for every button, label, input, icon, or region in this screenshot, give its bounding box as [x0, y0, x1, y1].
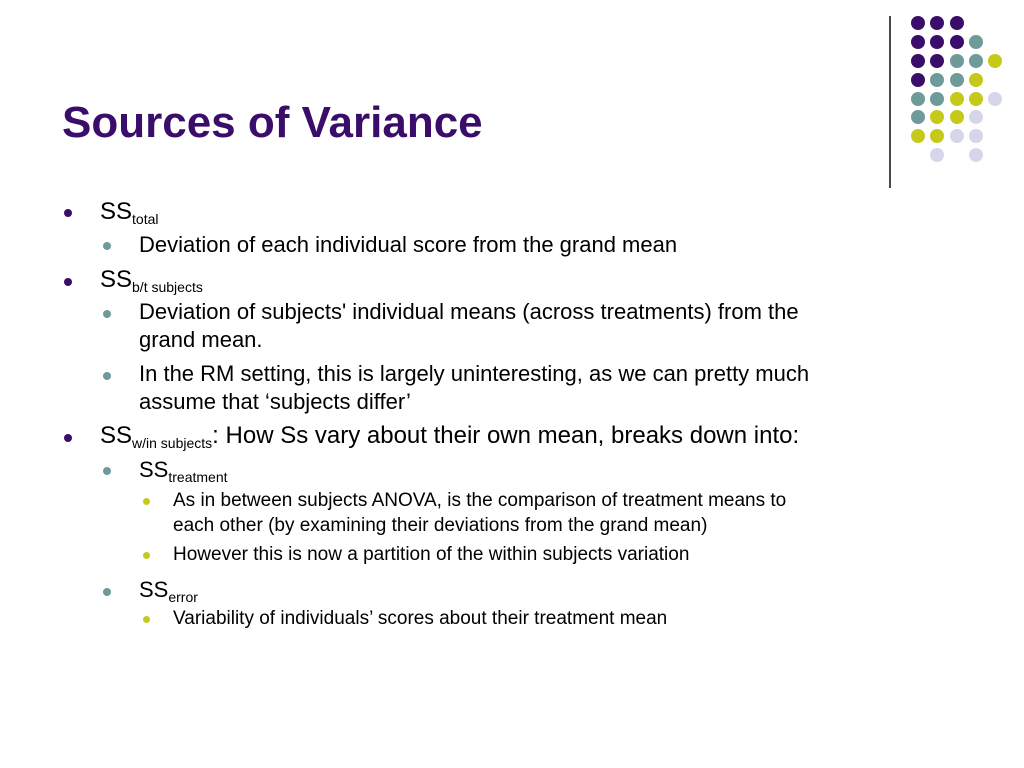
dot — [988, 92, 1002, 106]
dot — [930, 73, 944, 87]
ss-between-description-line2: grand mean. — [139, 327, 263, 352]
slide-title: Sources of Variance — [62, 98, 483, 147]
bullet-level1 — [64, 209, 72, 217]
ss-label: SS — [139, 577, 169, 602]
bullet-ss-within — [100, 422, 799, 450]
ss-between-note-line1: In the RM setting, this is largely uninteresting, as we can pretty much — [139, 361, 810, 386]
dot — [930, 110, 944, 124]
bullet-level2 — [103, 242, 111, 250]
ss-treatment-description-line2: each other (by examining their deviations from the grand mean) — [173, 515, 708, 536]
dot — [930, 92, 944, 106]
dot — [969, 73, 983, 87]
ss-subscript: b/t subjects — [132, 279, 203, 295]
dot — [911, 54, 925, 68]
ss-treatment-description-line1: As in between subjects ANOVA, is the comparison of treatment means to — [173, 490, 787, 511]
dot — [969, 148, 983, 162]
dot — [950, 73, 964, 87]
ss-error-description: Variability of individuals’ scores about their treatment mean — [173, 608, 668, 629]
ss-label: SS — [100, 198, 133, 225]
bullet-level1 — [64, 278, 72, 286]
dot — [911, 16, 925, 30]
dot — [969, 54, 983, 68]
bullet-ss-treatment — [139, 456, 228, 484]
decorative-dot-grid — [0, 0, 1024, 200]
ss-label: SS — [100, 266, 133, 293]
ss-subscript: error — [168, 589, 198, 605]
bullet-level2 — [103, 467, 111, 475]
dot — [911, 110, 925, 124]
bullet-ss-total — [100, 198, 158, 226]
ss-treatment-note: However this is now a partition of the within subjects variation — [173, 544, 690, 565]
dot — [930, 16, 944, 30]
ss-subscript: treatment — [168, 469, 228, 485]
ss-between-note-line2: assume that ‘subjects differ’ — [139, 389, 411, 414]
dot — [969, 92, 983, 106]
dot — [988, 54, 1002, 68]
bullet-level1 — [64, 434, 72, 442]
bullet-ss-error — [139, 576, 198, 604]
ss-between-description-line1: Deviation of subjects' individual means (across treatments) from the — [139, 299, 799, 324]
ss-subscript: total — [132, 211, 159, 227]
dot — [969, 35, 983, 49]
bullet-level2 — [103, 372, 111, 380]
ss-subscript: w/in subjects — [132, 435, 213, 451]
bullet-ss-between — [100, 266, 203, 294]
bullet-level2 — [103, 310, 111, 318]
bullet-level3 — [143, 552, 150, 559]
bullet-level3 — [143, 498, 150, 505]
dot — [930, 129, 944, 143]
dot — [950, 16, 964, 30]
dot — [950, 54, 964, 68]
dot — [950, 35, 964, 49]
dot — [969, 110, 983, 124]
dot — [950, 110, 964, 124]
dot — [911, 73, 925, 87]
dot — [969, 129, 983, 143]
dot — [930, 35, 944, 49]
bullet-level3 — [143, 616, 150, 623]
ss-within-description: : How Ss vary about their own mean, breaks down into: — [212, 422, 800, 449]
dot — [930, 54, 944, 68]
dot — [911, 92, 925, 106]
ss-total-description: Deviation of each individual score from the grand mean — [139, 232, 678, 257]
ss-label: SS — [139, 457, 169, 482]
dot — [911, 129, 925, 143]
ss-label: SS — [100, 422, 133, 449]
dot — [911, 35, 925, 49]
dot — [930, 148, 944, 162]
bullet-level2 — [103, 588, 111, 596]
dot — [950, 129, 964, 143]
dot — [950, 92, 964, 106]
